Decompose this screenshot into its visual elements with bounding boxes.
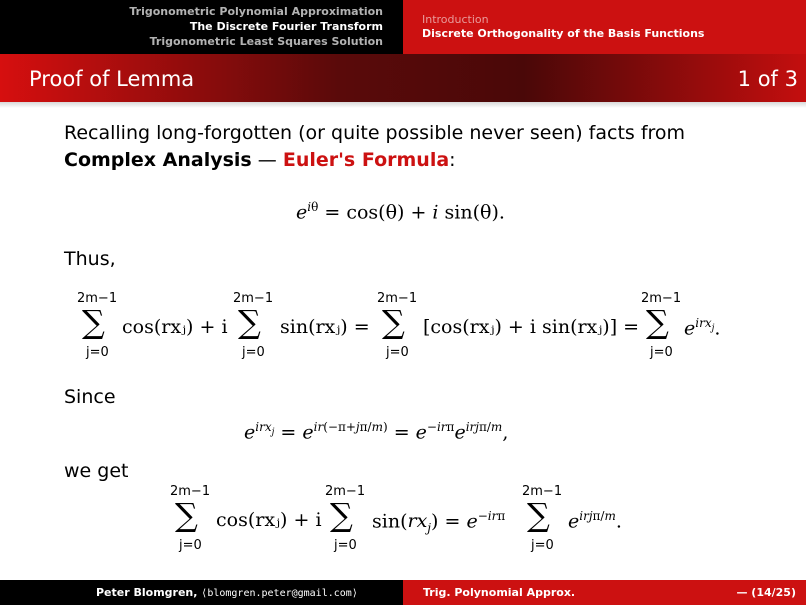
exponent-identity-equation: $e^{irx_j} = e^{ir(-\pi+j\pi/m)} = e^{-ir\pi}e^{irj\pi/m}$, [244,420,509,444]
header-subsections [403,0,806,54]
eq1-term-exp: $e^{irx_j}$. [684,316,721,340]
frame-title: Proof of Lemma [29,67,195,91]
header-sections [0,0,403,54]
sum3-lower: j=0 [386,345,409,360]
euler-formula-equation: $e^{i\theta} = \cos(\theta) + i$ sin(θ). [296,200,505,224]
nav-subsection-discrete-orthogonality[interactable]: Discrete Orthogonality of the Basis Functions [422,27,705,40]
sigma-symbol: ∑ [175,496,198,534]
complex-analysis-term: Complex Analysis [64,149,252,171]
footer-page-number: — (14/25) [736,586,796,599]
sum5-upper: 2m−1 [170,484,211,499]
sum2-lower: j=0 [242,345,265,360]
intro-line-2 [64,149,456,171]
eq3-term-exp: $e^{irj\pi/m}$. [568,509,622,533]
nav-section-trig-least-squares[interactable]: Trigonometric Least Squares Solution [149,35,383,48]
sum5-lower: j=0 [179,538,202,553]
footer-short-title: Trig. Polynomial Approx. [423,586,576,599]
sum4-lower: j=0 [650,345,673,360]
we-get-label: we get [64,460,129,482]
footer-author-bar [0,580,403,605]
sigma-symbol: ∑ [238,303,261,341]
nav-section-dft[interactable]: The Discrete Fourier Transform [189,20,383,33]
sum2-upper: 2m−1 [233,291,274,306]
sum3-upper: 2m−1 [377,291,418,306]
sum4-upper: 2m−1 [641,291,682,306]
sum6-upper: 2m−1 [325,484,366,499]
sum1-lower: j=0 [86,345,109,360]
since-label: Since [64,386,116,408]
intro-line-1: Recalling long-forgotten (or quite possible never seen) facts from [64,122,686,144]
nav-section-trig-poly-approx[interactable]: Trigonometric Polynomial Approximation [129,5,383,18]
slide-content [0,110,806,580]
sigma-symbol: ∑ [646,303,669,341]
sum1-upper: 2m−1 [77,291,118,306]
intro-colon: : [449,149,456,171]
sigma-symbol: ∑ [382,303,405,341]
footer-author [96,586,358,599]
sigma-symbol: ∑ [527,496,550,534]
frame-title-bar [0,54,806,102]
sum6-lower: j=0 [334,538,357,553]
sum7-upper: 2m−1 [522,484,563,499]
eq1-term-sin: sin(rxⱼ) = [280,316,370,338]
eq3-term-cos: cos(rxⱼ) + i [216,509,322,531]
frame-counter: 1 of 3 [737,67,798,91]
nav-subsection-introduction[interactable]: Introduction [422,13,489,26]
author-name: Peter Blomgren, [96,586,198,599]
footer-title-bar [403,580,806,605]
eq1-term-cos: cos(rxⱼ) + i [122,316,228,338]
euler-formula-link[interactable]: Euler's Formula [282,149,450,171]
thus-label: Thus, [64,248,116,270]
title-shadow [0,102,806,108]
sigma-symbol: ∑ [330,496,353,534]
intro-dash: — [257,149,277,171]
sigma-symbol: ∑ [82,303,105,341]
sum7-lower: j=0 [531,538,554,553]
eq3-term-sin: $\sin(rx_j) = e^{-ir\pi}$ [372,509,506,536]
eq1-term-bracket: [cos(rxⱼ) + i sin(rxⱼ)] = [423,316,640,338]
author-email: ⟨blomgren.peter@gmail.com⟩ [201,588,358,599]
